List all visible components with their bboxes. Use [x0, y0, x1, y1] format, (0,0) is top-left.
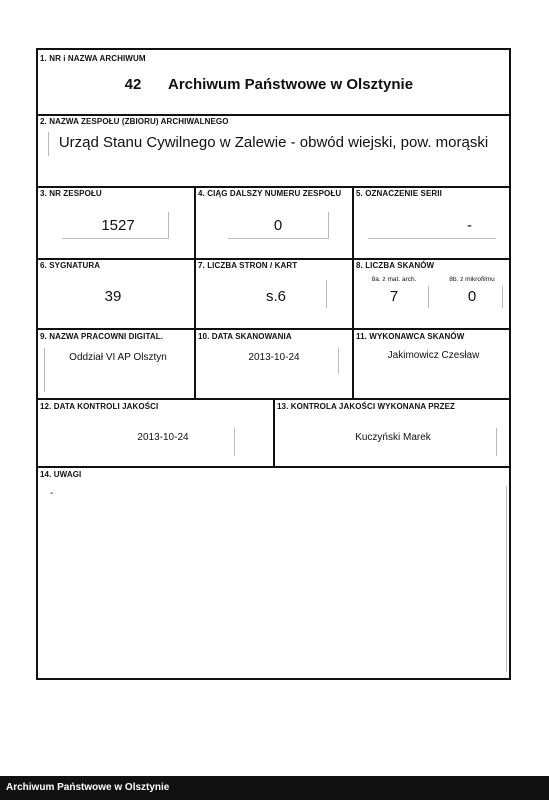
signature: 39 — [104, 288, 122, 305]
divider — [352, 186, 354, 398]
digitization-lab: Oddział VI AP Olsztyn — [69, 352, 167, 363]
fonds-number-continuation: 0 — [273, 217, 283, 234]
archive-name: Archiwum Państwowe w Olsztynie — [168, 76, 414, 93]
fonds-number: 1527 — [101, 217, 135, 234]
divider — [38, 258, 509, 260]
divider — [38, 328, 509, 330]
divider — [38, 186, 509, 188]
footer-archive-name: Archiwum Państwowe w Olsztynie — [6, 782, 170, 793]
page-count: s.6 — [265, 288, 286, 305]
section-7-label: 7. LICZBA STRON / KART — [198, 261, 298, 270]
archive-number: 42 — [124, 76, 142, 93]
scan-operator: Jakimowicz Czesław — [387, 350, 480, 361]
field-frame — [224, 280, 327, 308]
field-frame — [228, 212, 329, 239]
section-4-label: 4. CIĄG DALSZY NUMERU ZESPOŁU — [198, 189, 342, 198]
divider — [38, 466, 509, 468]
field-frame — [62, 212, 169, 239]
section-13-label: 13. KONTROLA JAKOŚCI WYKONANA PRZEZ — [277, 402, 456, 411]
scans-microfilm-value: 0 — [467, 288, 477, 305]
section-6-label: 6. SYGNATURA — [40, 261, 101, 270]
divider — [38, 114, 509, 116]
remarks: - — [50, 488, 54, 499]
field-frame — [44, 486, 507, 672]
divider — [194, 186, 196, 398]
scans-microfilm-label: 8b. z mikrofilmu — [449, 276, 495, 283]
field-frame — [48, 132, 501, 156]
quality-checker: Kuczyński Marek — [355, 432, 431, 443]
field-frame — [368, 286, 429, 308]
field-frame — [368, 212, 496, 239]
section-8-label: 8. LICZBA SKANÓW — [356, 261, 435, 270]
section-10-label: 10. DATA SKANOWANIA — [198, 332, 292, 341]
section-12-label: 12. DATA KONTROLI JAKOŚCI — [40, 402, 159, 411]
section-14-label: 14. UWAGI — [40, 470, 82, 479]
section-2-label: 2. NAZWA ZESPOŁU (ZBIORU) ARCHIWALNEGO — [40, 117, 229, 126]
section-5-label: 5. OZNACZENIE SERII — [356, 189, 442, 198]
field-frame — [78, 428, 235, 456]
series-designation: - — [467, 217, 472, 234]
section-3-label: 3. NR ZESPOŁU — [40, 189, 102, 198]
section-11-label: 11. WYKONAWCA SKANÓW — [356, 332, 465, 341]
scans-material-value: 7 — [389, 288, 399, 305]
field-frame — [442, 286, 503, 308]
scans-material-label: 8a. z mat. arch. — [371, 276, 417, 283]
quality-check-date: 2013-10-24 — [137, 432, 189, 443]
field-frame — [44, 348, 191, 392]
scan-date: 2013-10-24 — [248, 352, 300, 363]
footer-bar — [0, 776, 549, 800]
divider — [273, 398, 275, 466]
field-frame — [198, 348, 339, 374]
fonds-name: Urząd Stanu Cywilnego w Zalewie - obwód wiejski, pow. morąski — [58, 134, 489, 151]
section-1-label: 1. NR i NAZWA ARCHIWUM — [40, 54, 146, 63]
section-9-label: 9. NAZWA PRACOWNI DIGITAL. — [40, 332, 164, 341]
metadata-card — [36, 48, 511, 680]
field-frame — [288, 428, 497, 456]
